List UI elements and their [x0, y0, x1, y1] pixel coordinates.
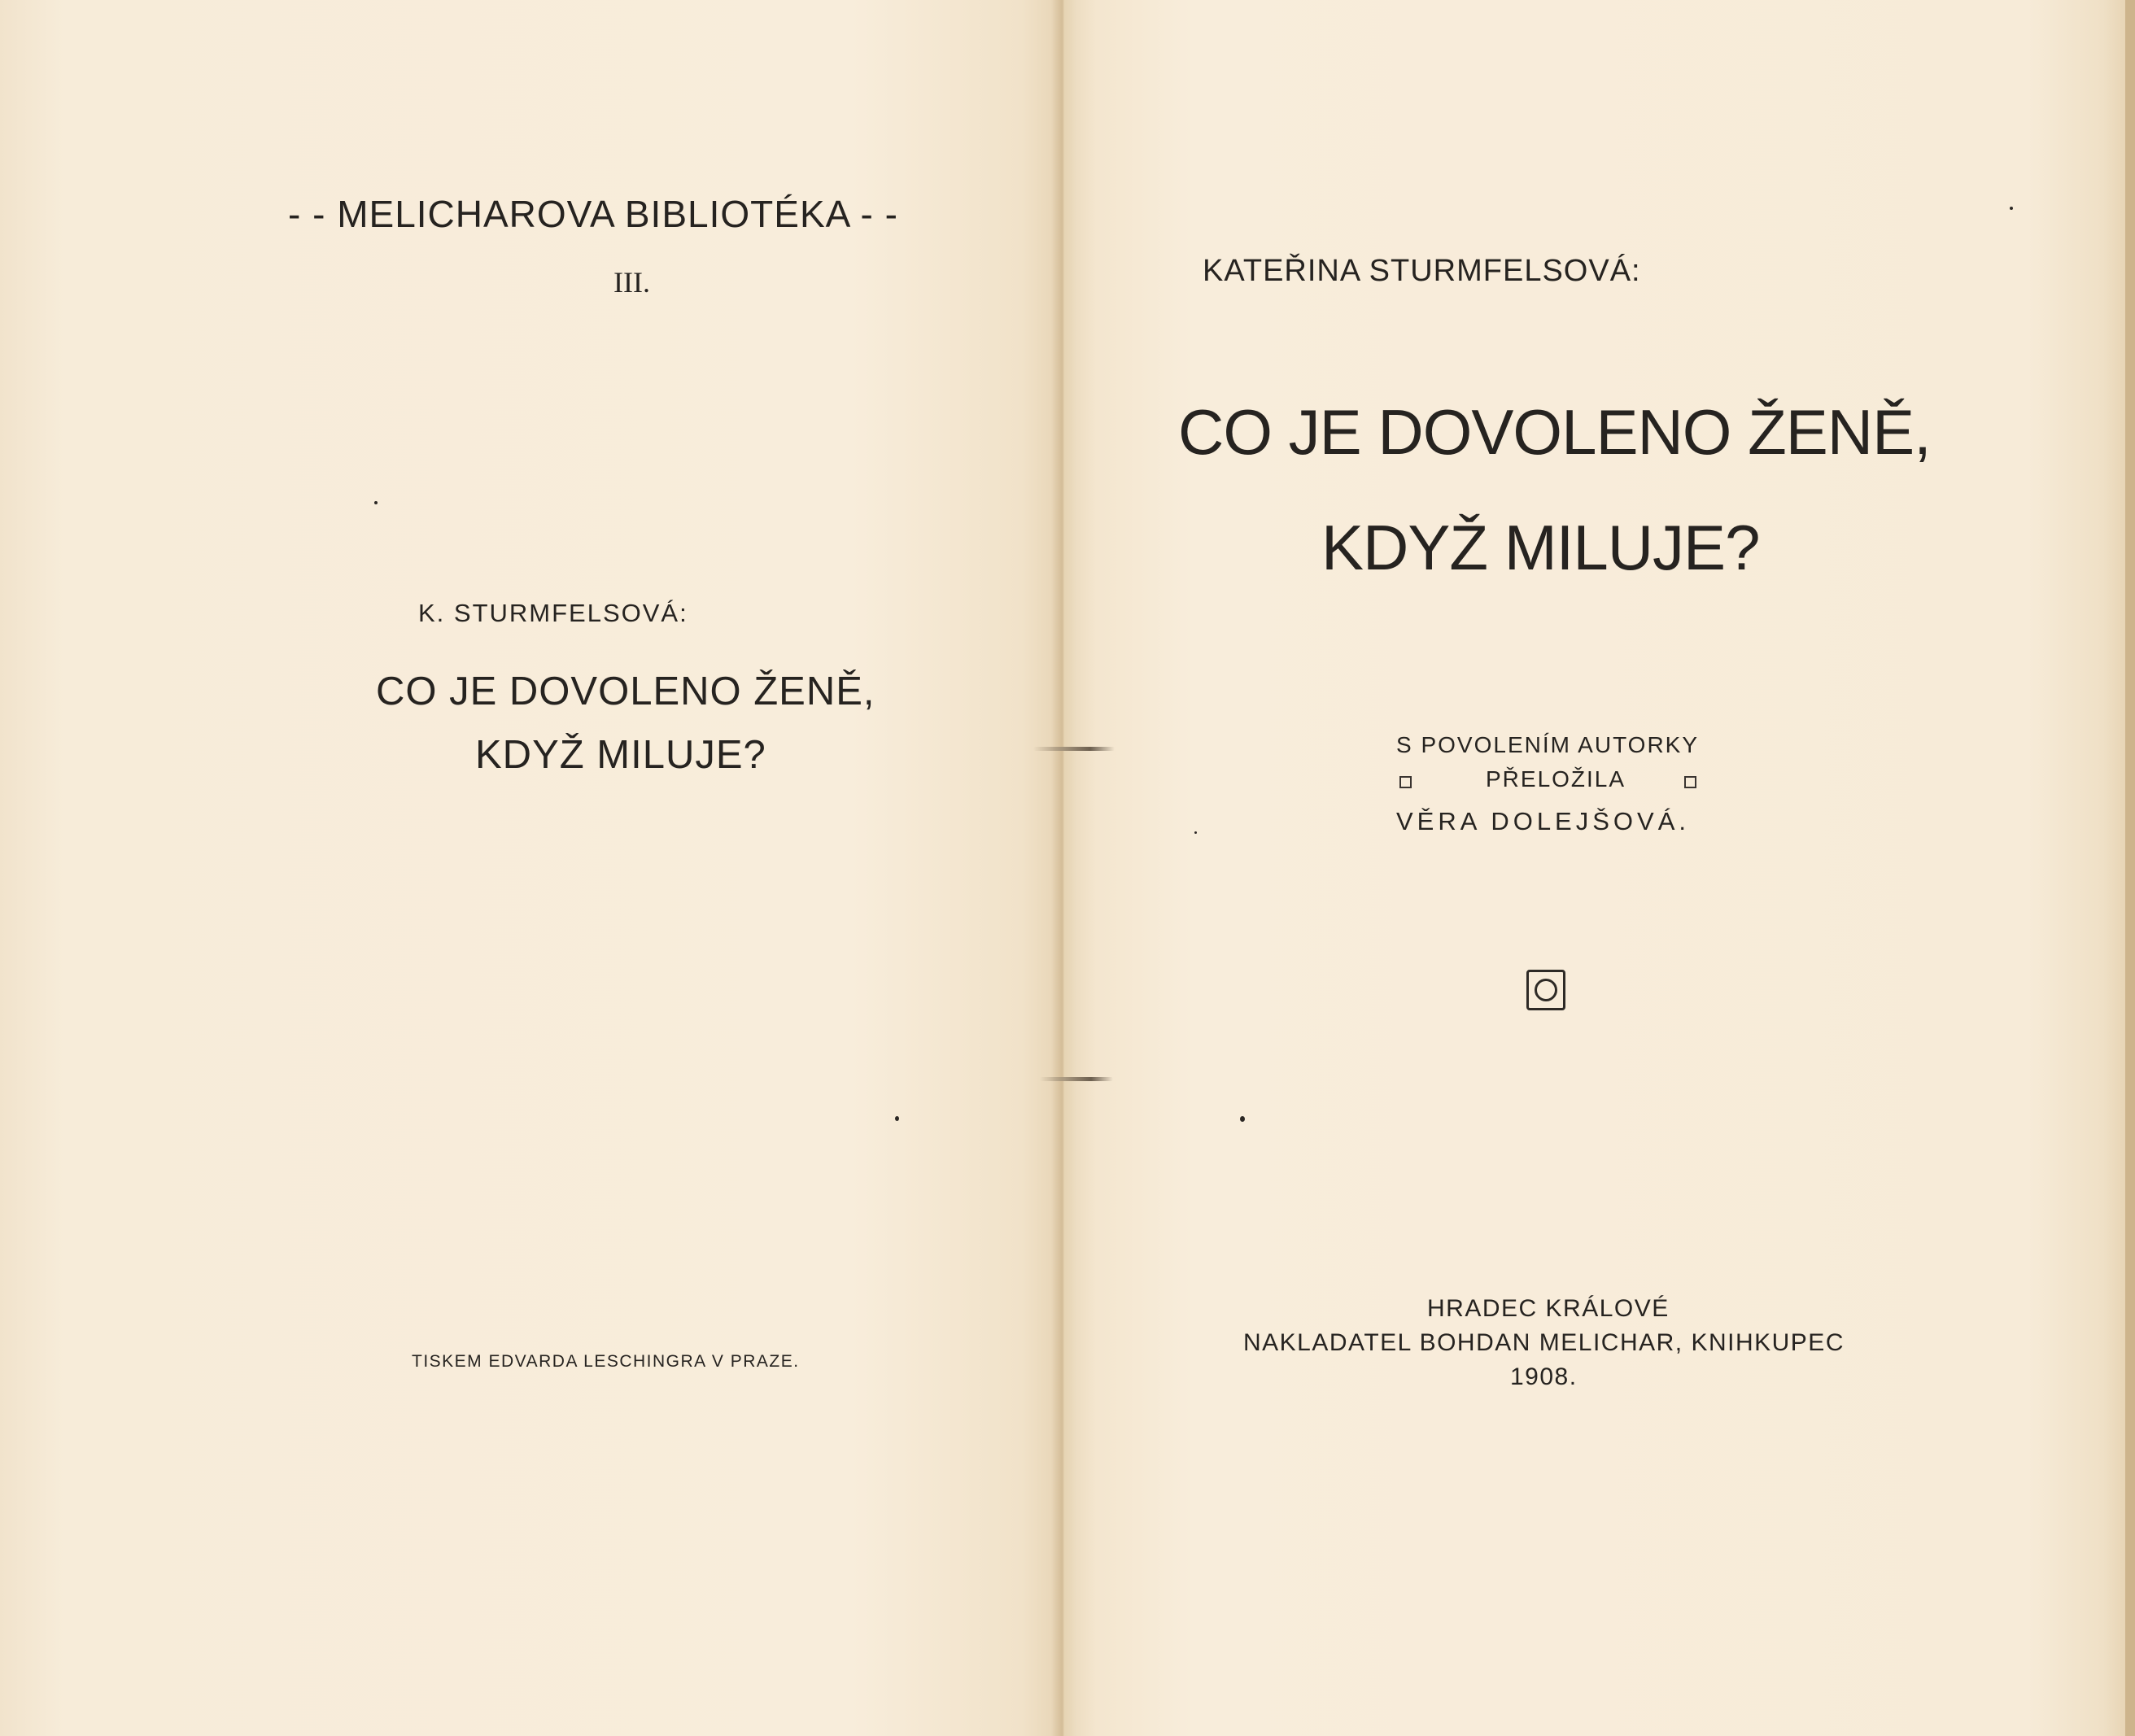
left-page	[0, 0, 1064, 1736]
translated-by-label: PŘELOŽILA	[1486, 766, 1626, 792]
imprint-city: HRADEC KRÁLOVÉ	[1427, 1295, 1670, 1322]
book-gutter	[1051, 0, 1076, 1736]
series-title: - - MELICHAROVA BIBLIOTÉKA - -	[288, 193, 898, 235]
paper-speck	[1240, 1116, 1245, 1122]
main-title-line-1: CO JE DOVOLENO ŽENĚ,	[1178, 396, 1931, 468]
half-title-author: K. STURMFELSOVÁ:	[418, 599, 688, 627]
square-bullet-icon	[1399, 776, 1412, 788]
printer-credit: TISKEM EDVARDA LESCHINGRA V PRAZE.	[412, 1352, 800, 1371]
binding-tear	[1040, 1077, 1113, 1081]
page-edge	[2125, 0, 2135, 1736]
paper-speck	[2010, 207, 2013, 210]
binding-tear	[1033, 747, 1115, 751]
series-volume: III.	[613, 266, 650, 299]
main-title-line-2: KDYŽ MILUJE?	[1321, 512, 1760, 583]
permission-note: S POVOLENÍM AUTORKY	[1396, 732, 1700, 757]
half-title-line-2: KDYŽ MILUJE?	[475, 733, 766, 777]
paper-speck	[1194, 831, 1197, 834]
square-circle-ornament-icon	[1526, 970, 1565, 1010]
paper-speck	[895, 1116, 899, 1121]
imprint-publisher: NAKLADATEL BOHDAN MELICHAR, KNIHKUPEC	[1243, 1329, 1845, 1356]
half-title-line-1: CO JE DOVOLENO ŽENĚ,	[376, 670, 875, 713]
paper-speck	[374, 501, 378, 504]
translator-name: VĚRA DOLEJŠOVÁ.	[1396, 807, 1690, 835]
title-page-author: KATEŘINA STURMFELSOVÁ:	[1203, 254, 1641, 288]
imprint-year: 1908.	[1510, 1363, 1578, 1390]
